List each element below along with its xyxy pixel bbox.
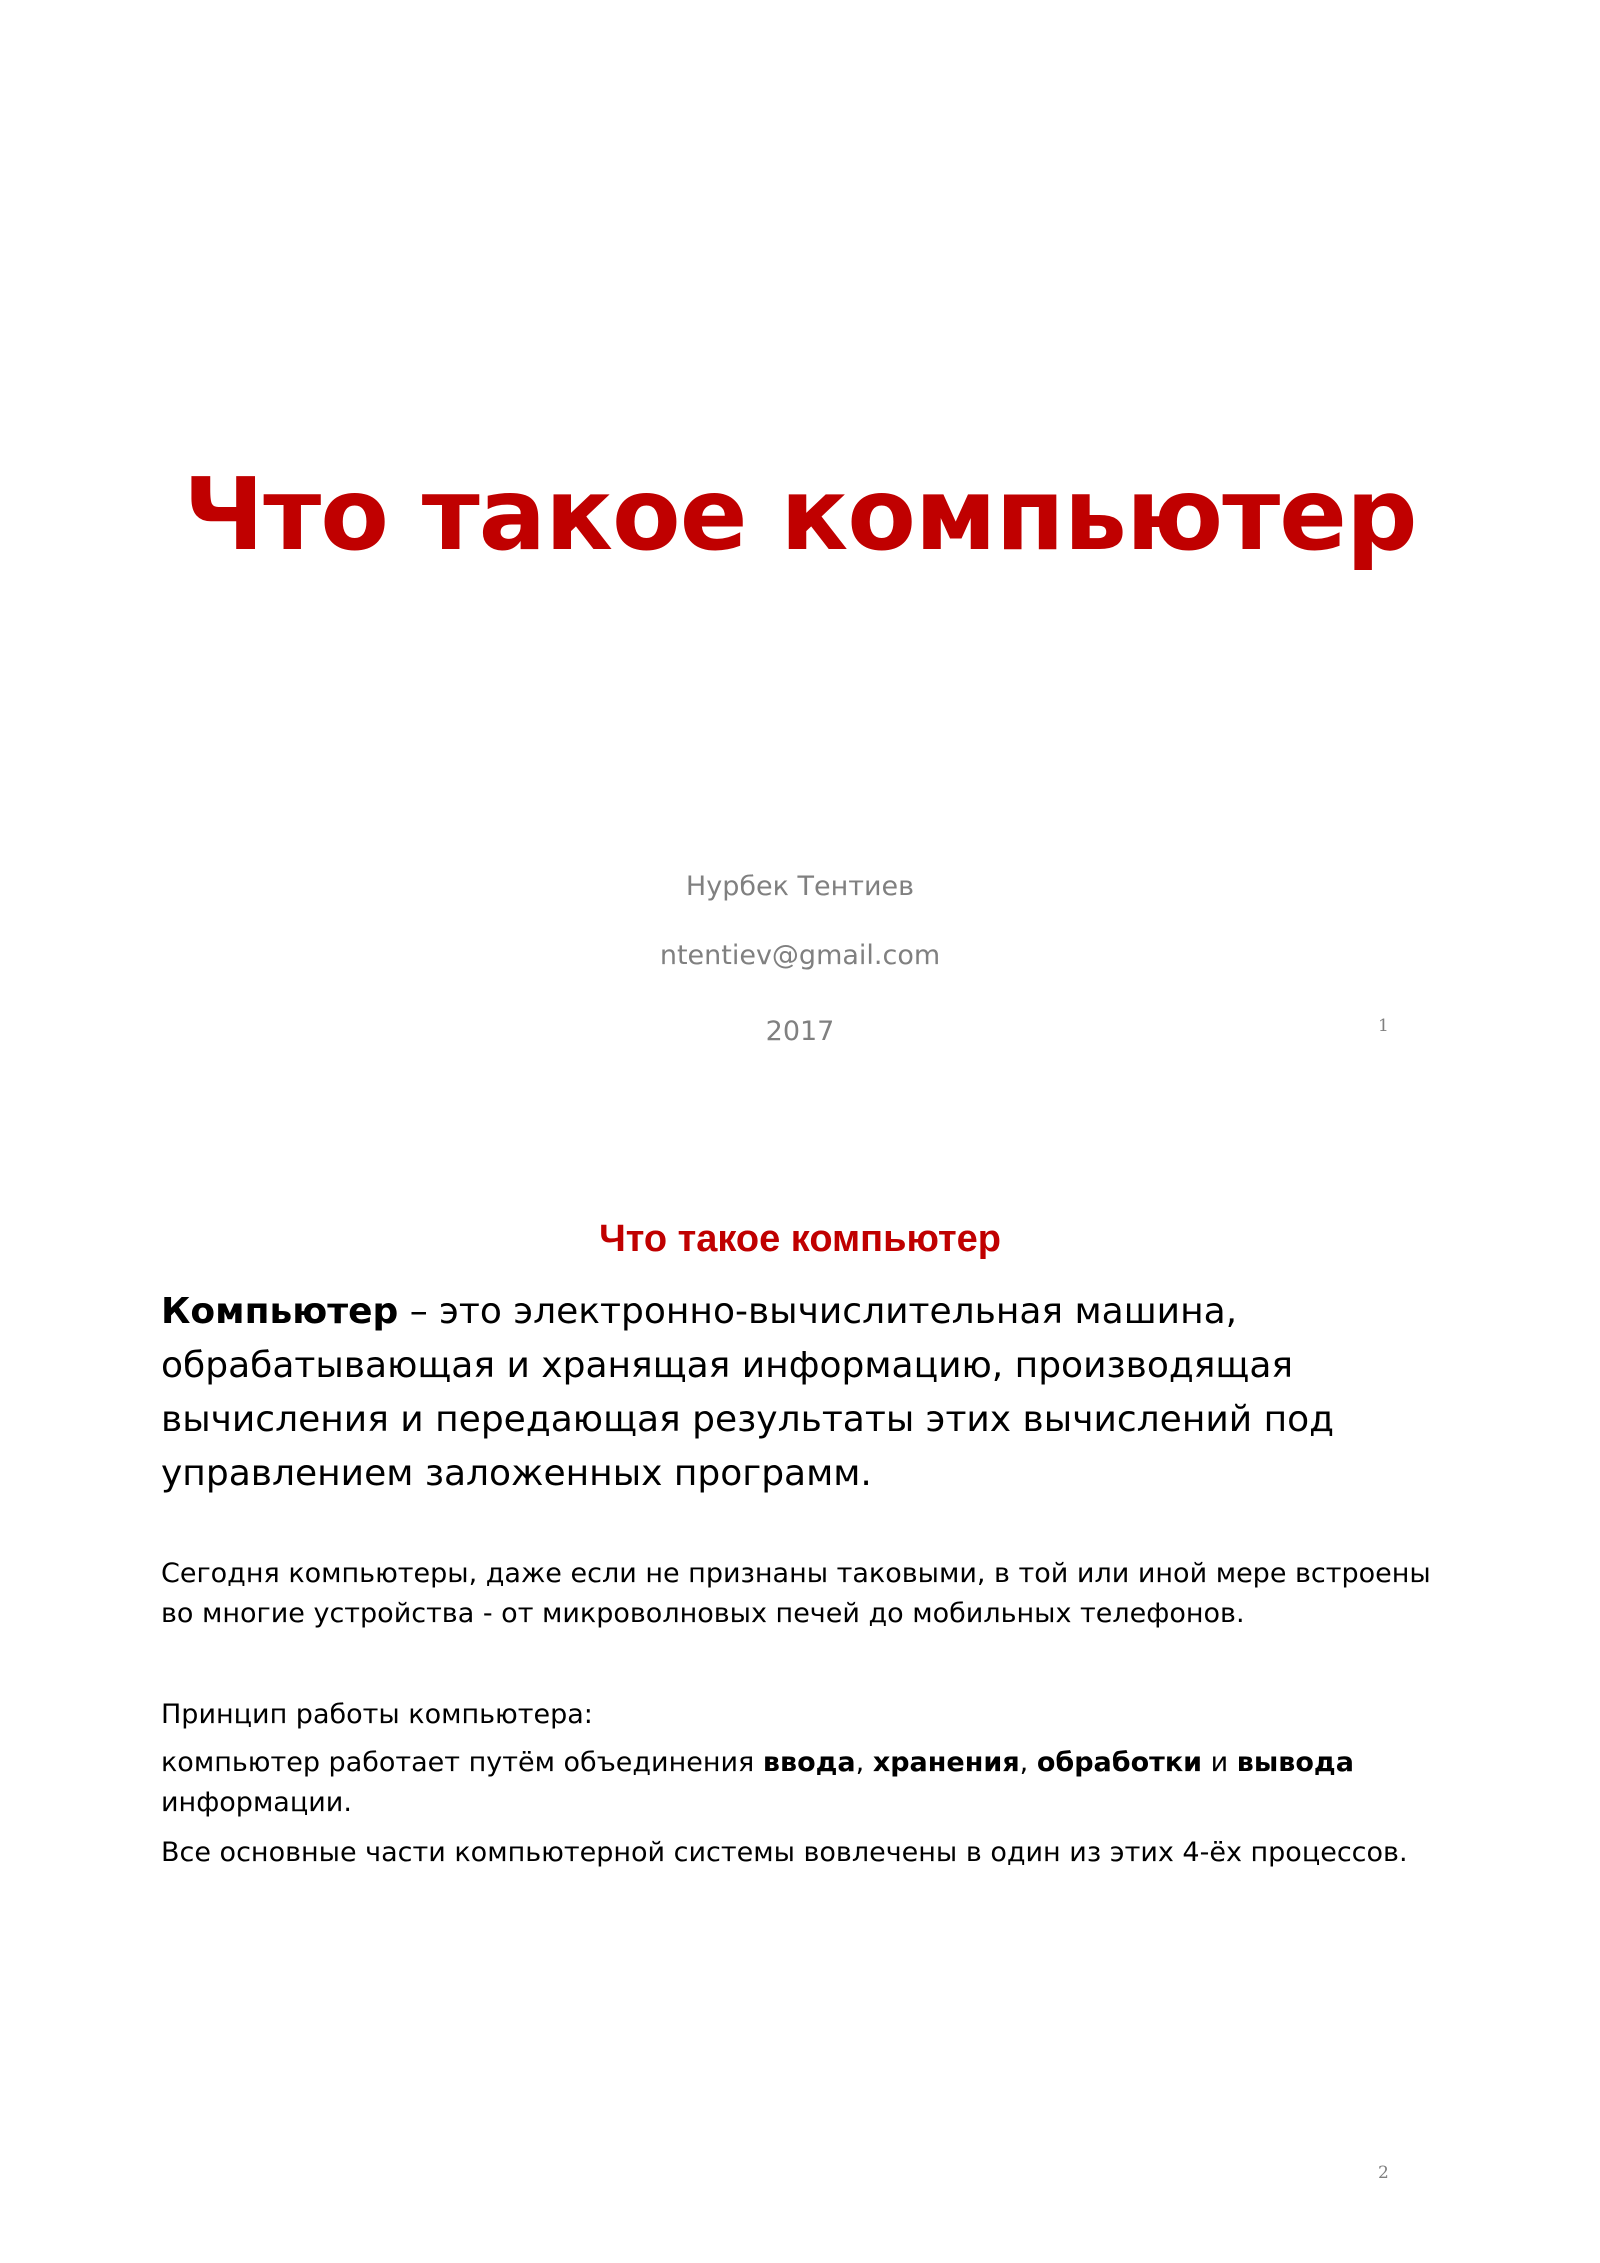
parts-paragraph: Все основные части компьютерной системы вовлечены в один из этих 4-ёх процессов. xyxy=(161,1837,1408,1868)
slide-heading: Что такое компьютер xyxy=(599,1218,1001,1260)
definition-paragraph xyxy=(161,1285,1461,1501)
principle-paragraph xyxy=(161,1743,1461,1823)
separator: , xyxy=(855,1747,873,1778)
today-paragraph: Сегодня компьютеры, даже если не признаны таковыми, в той или иной мере встроены во многие устройства - от микроволновых печей до мобильных телефонов. xyxy=(161,1558,1431,1629)
slide-definition xyxy=(0,1120,1600,2263)
author-name: Нурбек Тентиев xyxy=(685,871,915,902)
term-input: ввода xyxy=(762,1747,856,1778)
year: 2017 xyxy=(765,1016,835,1047)
definition-text: – это электронно-вычислительная машина, обрабатывающая и хранящая информацию, производящая вычисления и передающая результаты этих вычислений под управлением заложенных программ. xyxy=(161,1291,1335,1494)
definition-term: Компьютер xyxy=(161,1291,399,1332)
term-storage: хранения xyxy=(872,1747,1020,1778)
page-number: 1 xyxy=(1378,1016,1389,1036)
term-output: вывода xyxy=(1236,1747,1354,1778)
principle-suffix: информации. xyxy=(161,1787,352,1818)
page-number: 2 xyxy=(1378,2163,1389,2183)
slide-title xyxy=(0,0,1600,1120)
main-title: Что такое компьютер xyxy=(183,456,1417,573)
separator: и xyxy=(1202,1747,1237,1778)
principle-prefix: компьютер работает путём объединения xyxy=(161,1747,763,1778)
principle-heading: Принцип работы компьютера: xyxy=(161,1699,593,1730)
term-processing: обработки xyxy=(1036,1747,1203,1778)
author-email: ntentiev@gmail.com xyxy=(659,940,941,971)
separator: , xyxy=(1019,1747,1037,1778)
